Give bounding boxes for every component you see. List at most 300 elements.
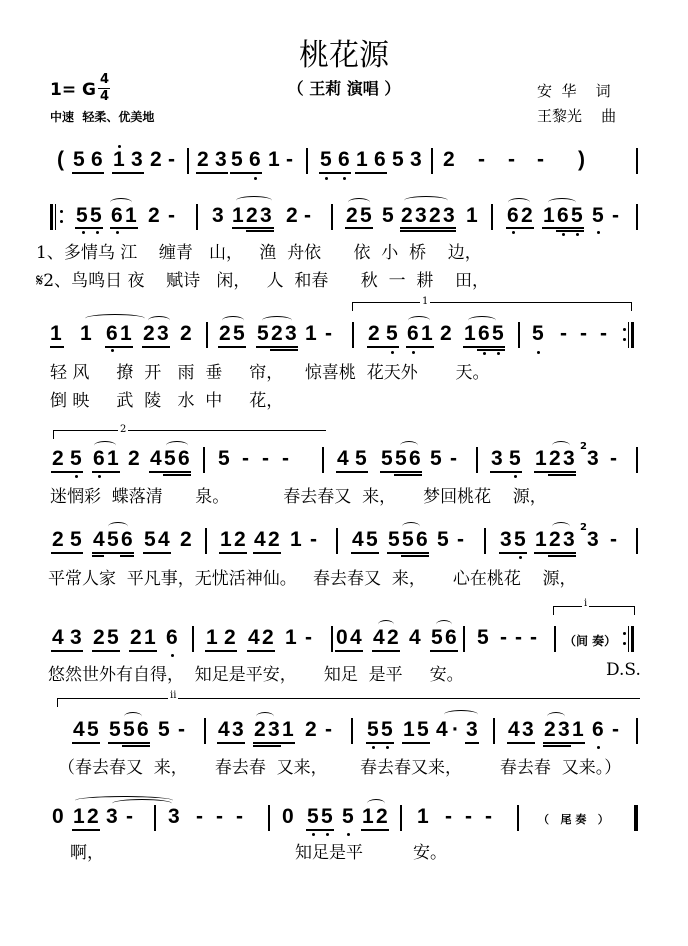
note: 3	[232, 718, 244, 741]
key-signature: 1= G	[50, 80, 96, 100]
notation-mark	[205, 528, 207, 554]
note: 2	[234, 528, 246, 551]
notation-mark	[219, 552, 247, 554]
notation-mark	[507, 742, 535, 744]
notation-mark	[343, 177, 346, 180]
note: 5	[164, 447, 176, 470]
notation-mark	[51, 471, 83, 473]
note: 3	[558, 718, 570, 741]
notation-mark	[306, 829, 334, 831]
note: 5	[402, 528, 414, 551]
note: 5	[90, 204, 102, 227]
note: 5	[342, 805, 354, 828]
notation-mark	[597, 231, 600, 234]
note: 1	[543, 204, 555, 227]
note: 2	[401, 204, 413, 227]
notation-mark	[218, 346, 246, 348]
note: 2	[549, 528, 561, 551]
note: 1	[107, 447, 119, 470]
notation-mark	[636, 718, 638, 744]
note: 1	[466, 204, 478, 227]
notation-mark	[335, 650, 363, 652]
note: (	[57, 148, 64, 171]
note: 2	[52, 447, 64, 470]
note: 2	[52, 528, 64, 551]
note: 6	[557, 204, 569, 227]
note: -	[612, 204, 619, 227]
notation-mark	[254, 177, 257, 180]
notation-mark	[386, 746, 389, 749]
note: 1	[282, 718, 294, 741]
notation-mark	[430, 650, 458, 652]
note: -	[560, 322, 567, 345]
notation-mark	[543, 742, 585, 744]
notation-mark	[111, 349, 114, 352]
note: -	[325, 718, 332, 741]
notation-mark	[247, 650, 275, 652]
note: -	[168, 204, 175, 227]
notation-mark	[562, 233, 565, 236]
note: 5	[87, 718, 99, 741]
note: 6	[338, 148, 350, 171]
note: 5	[231, 148, 243, 171]
note: 5	[144, 528, 156, 551]
note: 1	[403, 718, 415, 741]
notation-mark	[110, 227, 138, 229]
note: 2	[549, 447, 561, 470]
notation-mark	[92, 555, 104, 557]
notation-mark	[380, 471, 422, 473]
note: 3	[285, 322, 297, 345]
note: 5	[395, 447, 407, 470]
notation-mark	[256, 346, 298, 348]
notation-mark	[636, 204, 638, 230]
lyric-line: 悠然世外有自得， 知足是平安， 知足 是平 安。	[48, 665, 464, 685]
notation-mark	[465, 742, 479, 744]
note: -	[196, 805, 203, 828]
note: 5	[320, 148, 332, 171]
note: 2	[148, 204, 160, 227]
notation-mark	[268, 805, 270, 831]
lyric-line: 啊，	[70, 843, 104, 863]
lyric-line: 轻 风 撩 开 雨 垂 帘， 惊喜桃 花天外 天。	[50, 363, 490, 383]
note: 1	[80, 322, 92, 345]
notation-mark	[319, 172, 351, 174]
notation-mark	[72, 829, 100, 831]
note: 4	[350, 626, 362, 649]
notation-mark	[142, 346, 170, 348]
note: 2	[224, 626, 236, 649]
notation-mark	[400, 227, 456, 229]
note: 1	[535, 528, 547, 551]
outro-label: （ 尾 奏 ）	[538, 813, 609, 826]
note: 6	[166, 626, 178, 649]
notation-mark	[50, 204, 53, 230]
note: 5	[321, 805, 333, 828]
note: 6	[592, 718, 604, 741]
notation-mark	[118, 145, 121, 148]
note: 6	[409, 447, 421, 470]
notation-mark	[483, 352, 486, 355]
notation-mark	[387, 552, 429, 554]
note: 3	[215, 148, 227, 171]
notation-mark	[623, 328, 626, 331]
note: 2	[271, 322, 283, 345]
note: 2	[544, 718, 556, 741]
note: 5	[392, 148, 404, 171]
lyric-line: 安。	[413, 843, 447, 863]
note: 2	[429, 204, 441, 227]
note: 1	[285, 626, 297, 649]
note: 6	[374, 148, 386, 171]
note: 6	[137, 718, 149, 741]
notation-mark	[331, 204, 333, 230]
notation-mark	[51, 650, 83, 652]
note: 6	[507, 204, 519, 227]
note: 3	[131, 148, 143, 171]
note: 5	[382, 204, 394, 227]
notation-mark	[484, 528, 486, 554]
lyricist-credit: 安 华 词	[537, 82, 611, 100]
notation-mark	[534, 552, 576, 554]
note: 2	[93, 626, 105, 649]
note: -	[325, 322, 332, 345]
note: 4	[73, 718, 85, 741]
note: 5	[70, 528, 82, 551]
note: 5	[233, 322, 245, 345]
note: 2	[143, 322, 155, 345]
volta-bracket-1	[352, 302, 632, 311]
notation-mark	[326, 833, 329, 836]
note: 1	[206, 626, 218, 649]
notation-mark	[514, 475, 517, 478]
notation-mark	[361, 829, 389, 831]
notation-mark	[122, 745, 150, 747]
notation-mark	[60, 220, 63, 223]
note: 4	[337, 447, 349, 470]
note: 1	[113, 148, 125, 171]
note: -	[450, 447, 457, 470]
notation-mark	[149, 471, 191, 473]
note: -	[168, 148, 175, 171]
notation-mark	[108, 742, 150, 744]
notation-mark	[75, 227, 103, 229]
notation-mark	[336, 528, 338, 554]
note: 2	[180, 528, 192, 551]
note: -	[304, 204, 311, 227]
note: 5	[437, 528, 449, 551]
notation-mark	[537, 351, 540, 354]
note: 3	[157, 322, 169, 345]
note: -	[478, 148, 485, 171]
notation-mark	[542, 227, 584, 229]
note: 3	[410, 148, 422, 171]
notation-mark	[351, 552, 379, 554]
note: 2	[440, 322, 452, 345]
note: 5	[355, 447, 367, 470]
note: 1	[464, 322, 476, 345]
note: 4	[52, 626, 64, 649]
notation-mark	[253, 552, 281, 554]
volta-bracket-i	[553, 606, 635, 615]
note: -	[485, 805, 492, 828]
notation-mark	[336, 471, 368, 473]
note: 6	[111, 204, 123, 227]
notation-mark	[96, 231, 99, 234]
notation-mark	[493, 718, 495, 744]
note: 3	[522, 718, 534, 741]
notation-mark	[60, 210, 63, 213]
notation-mark	[548, 555, 576, 557]
note: 6	[106, 322, 118, 345]
note: 2	[197, 148, 209, 171]
notation-mark	[463, 346, 505, 348]
notation-mark	[98, 475, 101, 478]
notation-mark	[623, 632, 626, 635]
notation-mark	[72, 172, 104, 174]
notation-mark	[401, 555, 429, 557]
notation-mark	[391, 351, 394, 354]
note: 2	[286, 204, 298, 227]
notation-mark	[55, 204, 56, 230]
notation-mark	[253, 745, 281, 747]
note: 1	[120, 322, 132, 345]
notation-mark	[463, 626, 465, 652]
note: 2	[87, 805, 99, 828]
note: 6	[121, 528, 133, 551]
notation-mark	[129, 650, 157, 652]
note: ·	[452, 718, 459, 741]
note: 2	[254, 718, 266, 741]
note: -	[600, 322, 607, 345]
note: 5	[76, 204, 88, 227]
notation-mark	[120, 555, 134, 557]
tempo-marking: 中速 轻柔、优美地	[50, 110, 155, 124]
notation-mark	[116, 231, 119, 234]
performer: （ 王莉 演唱 ）	[287, 79, 401, 98]
notation-mark	[394, 474, 422, 476]
note: 5	[360, 204, 372, 227]
note: 4	[409, 626, 421, 649]
note: 6	[407, 322, 419, 345]
note: 6	[91, 148, 103, 171]
note: 5	[257, 322, 269, 345]
notation-mark	[92, 650, 120, 652]
note: 4	[93, 528, 105, 551]
note: 2	[346, 204, 358, 227]
notation-mark	[204, 718, 206, 744]
notation-mark	[548, 474, 576, 476]
note: 3	[106, 805, 118, 828]
note: 4	[150, 447, 162, 470]
note: 2	[130, 626, 142, 649]
notation-mark	[372, 746, 375, 749]
note: 3	[443, 204, 455, 227]
note: 3	[466, 718, 478, 741]
notation-mark	[270, 349, 298, 351]
notation-mark	[187, 148, 189, 174]
note: 5	[532, 322, 544, 345]
notation-mark	[636, 528, 638, 554]
note: 0	[336, 626, 348, 649]
notation-mark	[506, 227, 534, 229]
note: 1	[50, 322, 62, 345]
note: 4	[158, 528, 170, 551]
notation-mark	[517, 805, 519, 831]
notation-mark	[491, 204, 493, 230]
notation-mark	[92, 552, 134, 554]
notation-mark	[636, 148, 638, 174]
note: 5	[107, 528, 119, 551]
note: 5	[123, 718, 135, 741]
note: 2	[246, 204, 258, 227]
notation-mark	[636, 447, 638, 473]
note: 4	[373, 626, 385, 649]
lyric-line: 1、多情乌 江 缠青 山， 渔 舟依 依 小 桥 边，	[36, 243, 482, 263]
notation-mark	[345, 227, 373, 229]
time-sig-bottom: 4	[100, 89, 110, 104]
ds-marking: D.S.	[606, 660, 641, 680]
note: 5	[70, 447, 82, 470]
note: 2	[262, 626, 274, 649]
note: 2	[368, 322, 380, 345]
notation-mark	[205, 650, 237, 652]
notation-mark	[497, 352, 500, 355]
notation-mark	[112, 799, 172, 808]
notation-mark	[623, 338, 626, 341]
note: 5	[218, 447, 230, 470]
note: 1	[305, 322, 317, 345]
note: 1	[232, 204, 244, 227]
note: 3	[70, 626, 82, 649]
notation-mark	[352, 322, 354, 348]
note: 1	[144, 626, 156, 649]
note: 5	[514, 528, 526, 551]
note: -	[216, 805, 223, 828]
note: 2	[387, 626, 399, 649]
note: 3	[168, 805, 180, 828]
lyric-line: 平常人家 平凡事，无忧活神仙。 春去春又 来， 心在桃花 源，	[48, 569, 577, 589]
notation-mark	[105, 346, 133, 348]
composer-credit: 王黎光 曲	[537, 107, 617, 125]
note: 1	[535, 447, 547, 470]
note: 4	[508, 718, 520, 741]
note: 2	[219, 322, 231, 345]
note: 5	[386, 322, 398, 345]
note: -	[236, 805, 243, 828]
note: 2	[180, 322, 192, 345]
notation-mark	[75, 475, 78, 478]
note: 5	[592, 204, 604, 227]
note: -	[445, 805, 452, 828]
notation-mark	[143, 552, 171, 554]
time-sig-top: 4	[100, 72, 110, 87]
notation-mark	[253, 742, 295, 744]
note: 1	[73, 805, 85, 828]
note: 1	[220, 528, 232, 551]
notation-mark	[499, 552, 527, 554]
notation-mark	[477, 349, 505, 351]
note: -	[508, 148, 515, 171]
note: 3	[491, 447, 503, 470]
note: 2	[305, 718, 317, 741]
lyric-line: 倒 映 武 陵 水 中 花，	[50, 391, 284, 411]
notation-mark	[206, 322, 208, 348]
note: 5	[431, 626, 443, 649]
note: 2	[443, 148, 455, 171]
note: 5	[307, 805, 319, 828]
notation-mark	[628, 626, 629, 652]
note: -	[610, 528, 617, 551]
note: 1	[290, 528, 302, 551]
note: 6	[445, 626, 457, 649]
note: 3	[563, 447, 575, 470]
note: -	[242, 447, 249, 470]
note: 6	[178, 447, 190, 470]
notation-mark	[366, 742, 394, 744]
note: 2	[128, 447, 140, 470]
note: )	[578, 148, 585, 171]
notation-mark	[628, 322, 629, 348]
note: -	[465, 805, 472, 828]
note: 5	[381, 447, 393, 470]
notation-mark	[82, 231, 85, 234]
note: -	[262, 447, 269, 470]
notation-mark	[196, 204, 198, 230]
note: -	[457, 528, 464, 551]
notation-mark	[112, 172, 144, 174]
note: 3	[587, 528, 599, 551]
note: -	[530, 626, 537, 649]
notation-mark	[406, 346, 434, 348]
note: -	[515, 626, 522, 649]
notation-mark	[431, 148, 433, 174]
notation-mark	[576, 233, 579, 236]
note: 5	[477, 626, 489, 649]
volta-bracket-ii	[57, 698, 640, 707]
notation-mark	[367, 346, 399, 348]
notation-mark	[623, 642, 626, 645]
notation-mark	[163, 474, 191, 476]
note: 0	[52, 805, 64, 828]
lyric-line: 迷惘彩 蝶落清 泉。 春去春又 来， 梦回桃花 源，	[50, 487, 547, 507]
lyric-line: 知足是平	[295, 843, 363, 863]
notation-mark	[400, 230, 456, 232]
note: 1	[356, 148, 368, 171]
notation-mark	[51, 552, 83, 554]
notation-mark	[400, 805, 402, 831]
note: 3	[563, 528, 575, 551]
note: 1	[421, 322, 433, 345]
note: 5	[571, 204, 583, 227]
note: -	[500, 626, 507, 649]
note: -	[305, 626, 312, 649]
note: 6	[249, 148, 261, 171]
notation-mark	[246, 230, 274, 232]
note: 3	[212, 204, 224, 227]
notation-mark	[196, 172, 228, 174]
note: 6	[416, 528, 428, 551]
note: 5	[509, 447, 521, 470]
volta-bracket-2	[53, 430, 326, 439]
notation-mark	[192, 626, 194, 652]
note: 2	[521, 204, 533, 227]
note: 5	[492, 322, 504, 345]
note: 6	[93, 447, 105, 470]
notation-mark	[306, 148, 308, 174]
note: -	[286, 148, 293, 171]
notation-mark	[325, 177, 328, 180]
